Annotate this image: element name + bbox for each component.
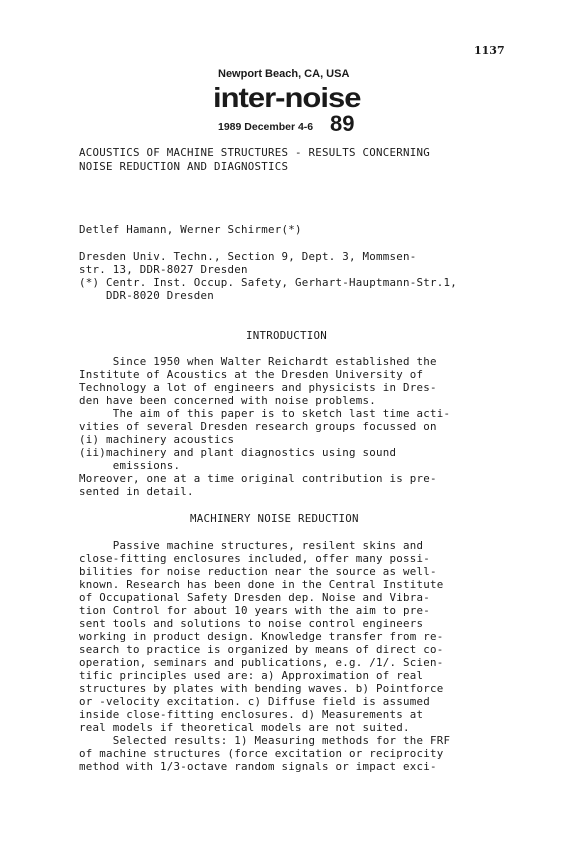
affiliation-line: DDR-8020 Dresden <box>79 289 215 302</box>
body-line: structures by plates with bending waves. b) Pointforce <box>79 682 444 695</box>
body-line: tion Control for about 10 years with the aim to pre- <box>79 604 431 617</box>
conference-date: 1989 December 4-6 <box>218 121 314 133</box>
body-line: Institute of Acoustics at the Dresden University of <box>79 368 424 381</box>
body-line: bilities for noise reduction near the source as well- <box>79 565 437 578</box>
body-line: working in product design. Knowledge transfer from re- <box>79 630 444 643</box>
authors: Detlef Hamann, Werner Schirmer(*) <box>79 223 302 236</box>
body-line: Passive machine structures, resilent skins and <box>79 539 424 552</box>
body-line: of machine structures (force excitation or reciprocity <box>79 747 444 760</box>
body-line: of Occupational Safety Dresden dep. Noise and Vibra- <box>79 591 431 604</box>
conference-location: Newport Beach, CA, USA <box>218 68 350 80</box>
affiliation-line: str. 13, DDR-8027 Dresden <box>79 263 248 276</box>
body-line: sent tools and solutions to noise control engineers <box>79 617 424 630</box>
affiliation-line: (*) Centr. Inst. Occup. Safety, Gerhart-Hauptmann-Str.1, <box>79 276 458 289</box>
body-line: tific principles used are: a) Approximation of real <box>79 669 424 682</box>
conference-year: 89 <box>330 111 355 136</box>
body-line: emissions. <box>79 459 181 472</box>
body-line: (ii)machinery and plant diagnostics using sound <box>79 446 397 459</box>
section-heading: MACHINERY NOISE REDUCTION <box>190 512 359 525</box>
body-line: Selected results: 1) Measuring methods for the FRF <box>79 734 451 747</box>
body-line: inside close-fitting enclosures. d) Measurements at <box>79 708 424 721</box>
body-line: sented in detail. <box>79 485 194 498</box>
body-line: search to practice is organized by means of direct co- <box>79 643 444 656</box>
body-line: vities of several Dresden research groups focussed on <box>79 420 437 433</box>
title-line: ACOUSTICS OF MACHINE STRUCTURES - RESULTS CONCERNING <box>79 146 431 159</box>
body-line: close-fitting enclosures included, offer many possi- <box>79 552 431 565</box>
title-line: NOISE REDUCTION AND DIAGNOSTICS <box>79 160 289 173</box>
page-number: 1137 <box>474 44 505 57</box>
section-heading: INTRODUCTION <box>246 329 328 342</box>
body-line: den have been concerned with noise problems. <box>79 394 377 407</box>
affiliation-line: Dresden Univ. Techn., Section 9, Dept. 3, Mommsen- <box>79 250 417 263</box>
body-line: Since 1950 when Walter Reichardt established the <box>79 355 437 368</box>
conference-logo: inter-noise <box>213 81 361 114</box>
body-line: or -velocity excitation. c) Diffuse field is assumed <box>79 695 431 708</box>
body-line: Moreover, one at a time original contribution is pre- <box>79 472 437 485</box>
body-line: operation, seminars and publications, e.g. /1/. Scien- <box>79 656 444 669</box>
body-line: known. Research has been done in the Central Institute <box>79 578 444 591</box>
body-line: (i) machinery acoustics <box>79 433 235 446</box>
body-line: method with 1/3-octave random signals or impact exci- <box>79 760 437 773</box>
body-line: Technology a lot of engineers and physicists in Dres- <box>79 381 437 394</box>
body-line: real models if theoretical models are not suited. <box>79 721 410 734</box>
body-line: The aim of this paper is to sketch last time acti- <box>79 407 451 420</box>
